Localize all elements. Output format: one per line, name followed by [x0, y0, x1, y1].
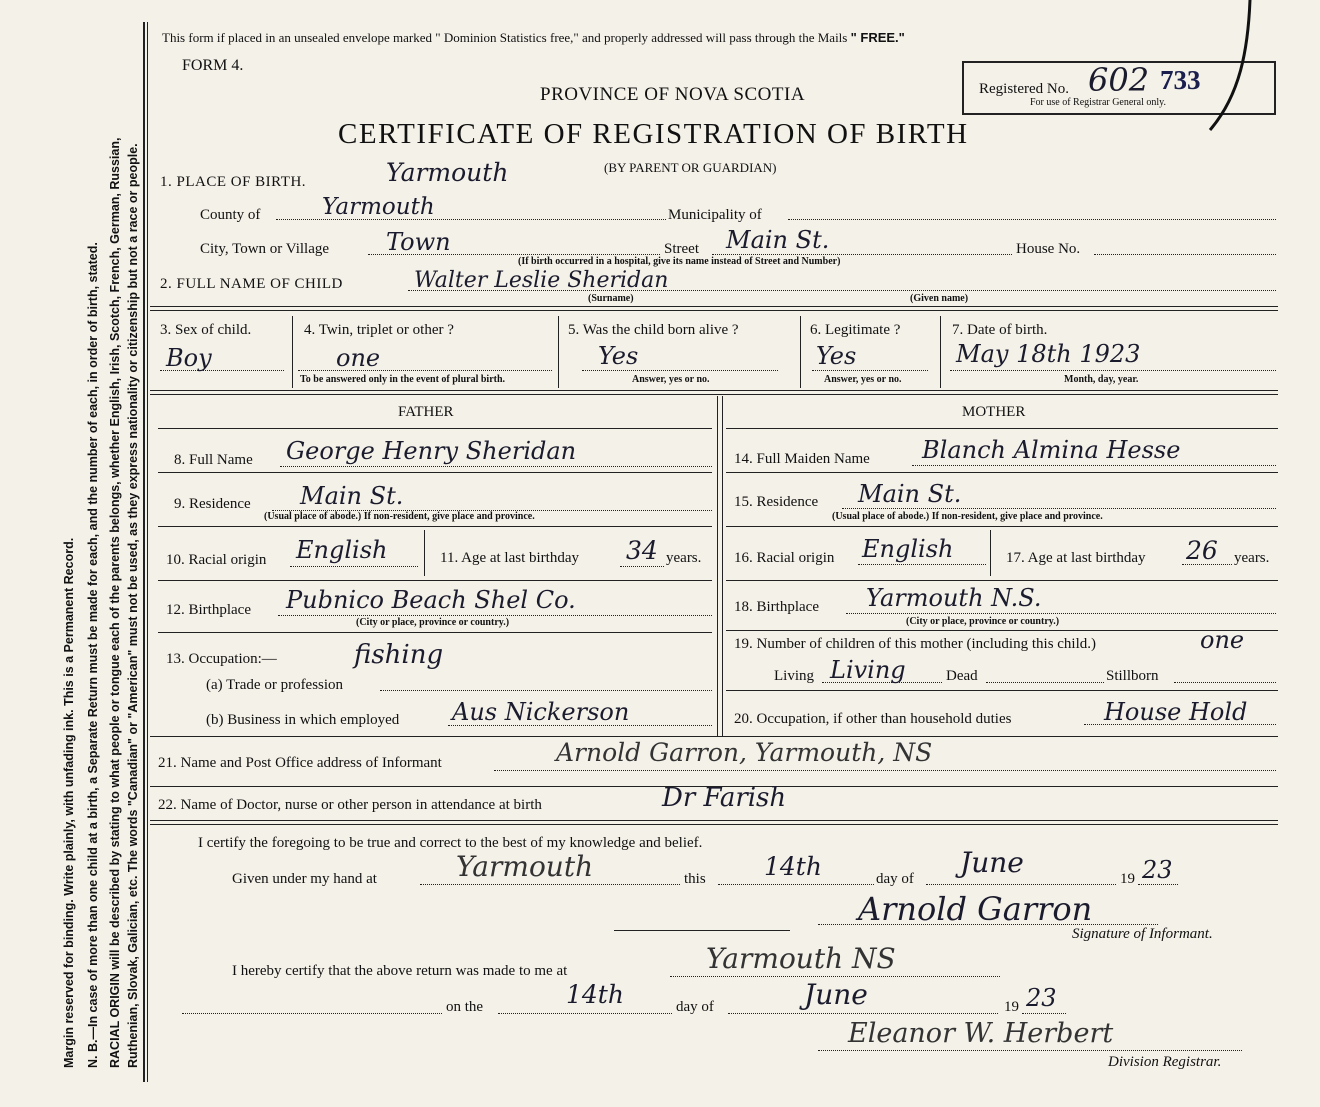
- father-trade-line: [380, 690, 712, 691]
- mother-occupation-value: House Hold: [1104, 698, 1248, 726]
- mother-age-years: years.: [1234, 550, 1270, 566]
- father-occupation-label: 13. Occupation:—: [166, 651, 277, 667]
- child-name-value: Walter Leslie Sheridan: [414, 268, 669, 293]
- certify-this-label: this: [684, 871, 706, 887]
- doctor-label: 22. Name of Doctor, nurse or other person in attendance at birth: [158, 797, 542, 813]
- dob-label: 7. Date of birth.: [952, 322, 1048, 338]
- mother-row-rule-4: [726, 630, 1278, 631]
- registrar-year-line: [1022, 1013, 1066, 1014]
- mother-race-div: [990, 530, 991, 576]
- mother-age-label: 17. Age at last birthday: [1006, 550, 1146, 566]
- margin-note-nationality: Ruthenian, Slovak, Galician, etc. The words "Canadian" or "American" must not be used, as they express nationality or citizenship but not a race or people.: [126, 143, 140, 1068]
- certify-month-value: June: [960, 846, 1024, 879]
- mother-race-value: English: [862, 535, 954, 563]
- mother-race-line: [858, 564, 986, 565]
- father-age-years: years.: [666, 550, 702, 566]
- mother-birthplace-value: Yarmouth N.S.: [866, 584, 1042, 612]
- born-alive-value: Yes: [598, 342, 639, 370]
- mother-row-rule-3: [726, 580, 1278, 581]
- hospital-note: (If birth occurred in a hospital, give its name instead of Street and Number): [518, 256, 841, 267]
- mother-residence-note: (Usual place of abode.) If non-resident, give place and province.: [832, 511, 1103, 522]
- father-row-rule-1: [158, 472, 712, 473]
- certify-given-label: Given under my hand at: [232, 871, 377, 887]
- margin-note-multiple-births: N. B.—In case of more than one child at a birth, a Separate Return must be made for each, and the number of each, in order of birth, stated.: [86, 242, 100, 1068]
- informant-line: [494, 770, 1276, 771]
- legitimate-value: Yes: [816, 342, 857, 370]
- registrar-on-line: [182, 1013, 442, 1014]
- mother-name-value: Blanch Almina Hesse: [922, 436, 1181, 464]
- father-heading: FATHER: [398, 404, 454, 420]
- dob-line: [950, 370, 1276, 371]
- legitimate-line: [812, 370, 928, 371]
- city-value: Town: [386, 228, 451, 256]
- divider-after-row3: [150, 390, 1278, 395]
- father-age-label: 11. Age at last birthday: [440, 550, 579, 566]
- dob-note: Month, day, year.: [1064, 374, 1139, 385]
- registrar-day-line: [498, 1013, 672, 1014]
- mother-dead-line: [986, 682, 1104, 683]
- registrar-signature: Eleanor W. Herbert: [848, 1018, 1114, 1049]
- informant-label: 21. Name and Post Office address of Informant: [158, 755, 442, 771]
- parents-divider-2: [722, 396, 723, 736]
- father-business-value: Aus Nickerson: [452, 698, 630, 726]
- row3-div-4: [940, 316, 941, 388]
- registrar-note: For use of Registrar General only.: [1030, 97, 1166, 108]
- mother-age-line: [1182, 564, 1232, 565]
- certify-day-value: 14th: [764, 852, 822, 881]
- city-label: City, Town or Village: [200, 241, 330, 257]
- mother-birthplace-line: [846, 613, 1276, 614]
- house-number-label: House No.: [1016, 241, 1081, 257]
- father-name-label: 8. Full Name: [174, 452, 253, 468]
- father-race-label: 10. Racial origin: [166, 552, 267, 568]
- father-business-label: (b) Business in which employed: [206, 712, 400, 728]
- father-birthplace-label: 12. Birthplace: [166, 602, 251, 618]
- certify-day-of-label: day of: [876, 871, 914, 887]
- mother-heading: MOTHER: [962, 404, 1026, 420]
- divider-after-parents: [150, 736, 1278, 737]
- county-label: County of: [200, 207, 261, 223]
- street-line: [712, 254, 1012, 255]
- dob-value: May 18th 1923: [956, 340, 1141, 368]
- child-name-label: 2. FULL NAME OF CHILD: [160, 276, 343, 292]
- born-alive-note: Answer, yes or no.: [632, 374, 710, 385]
- municipality-label: Municipality of: [668, 207, 762, 223]
- given-name-note: (Given name): [910, 293, 969, 304]
- twin-note: To be answered only in the event of plural birth.: [300, 374, 506, 385]
- registrar-on-the-label: on the: [446, 999, 484, 1015]
- signature-short-rule: [614, 930, 790, 931]
- page-subtitle: (BY PARENT OR GUARDIAN): [604, 160, 777, 175]
- registrar-place-line: [670, 976, 1000, 977]
- registered-label: Registered No.: [979, 81, 1069, 97]
- sex-value: Boy: [166, 344, 212, 372]
- registrar-month-line: [728, 1013, 998, 1014]
- registrar-day-of-label: day of: [676, 999, 714, 1015]
- father-birthplace-line: [278, 615, 712, 616]
- pen-stroke-mark: [1200, 0, 1260, 135]
- father-name-value: George Henry Sheridan: [286, 437, 577, 465]
- mother-age-value: 26: [1186, 536, 1218, 565]
- mother-residence-label: 15. Residence: [734, 494, 819, 510]
- mother-name-label: 14. Full Maiden Name: [734, 451, 870, 467]
- informant-signature: Arnold Garron: [858, 890, 1093, 928]
- form-left-border: [143, 22, 145, 1082]
- father-heading-rule: [158, 428, 712, 429]
- margin-note-binding: Margin reserved for binding. Write plainly, with unfading ink. This is a Permanent Record.: [62, 537, 76, 1068]
- father-residence-label: 9. Residence: [174, 496, 251, 512]
- registrar-year-value: 23: [1026, 984, 1057, 1012]
- mother-row-rule-1: [726, 472, 1278, 473]
- street-value: Main St.: [726, 226, 830, 254]
- father-row-rule-2: [158, 526, 712, 527]
- certify-year-line: [1138, 884, 1178, 885]
- mail-note: [162, 30, 905, 46]
- divider-after-name: [150, 306, 1278, 311]
- mother-stillborn-line: [1174, 682, 1276, 683]
- mother-birthplace-label: 18. Birthplace: [734, 599, 819, 615]
- registrar-place-value: Yarmouth NS: [706, 942, 896, 975]
- mother-stillborn-label: Stillborn: [1106, 668, 1159, 684]
- father-birthplace-value: Pubnico Beach Shel Co.: [286, 586, 576, 614]
- born-alive-label: 5. Was the child born alive ?: [568, 322, 739, 338]
- mail-note-free: " FREE.": [850, 30, 905, 45]
- registrar-signature-label: Division Registrar.: [1108, 1054, 1222, 1070]
- registrar-day-value: 14th: [566, 980, 624, 1009]
- informant-value: Arnold Garron, Yarmouth, NS: [556, 738, 933, 767]
- certify-year-prefix: 19: [1120, 871, 1135, 887]
- mother-children-value: one: [1200, 626, 1245, 654]
- place-of-birth-value: Yarmouth: [386, 158, 509, 187]
- municipality-line: [788, 219, 1276, 220]
- certify-statement: I certify the foregoing to be true and correct to the best of my knowledge and belief.: [198, 835, 703, 851]
- mail-note-text: This form if placed in an unsealed envelope marked " Dominion Statistics free," and properly addressed will pass through the Mails: [162, 30, 848, 45]
- registered-handwritten-number: 602: [1088, 61, 1150, 99]
- mother-heading-rule: [726, 428, 1278, 429]
- row3-div-2: [558, 316, 559, 388]
- mother-race-label: 16. Racial origin: [734, 550, 835, 566]
- registered-stamped-number: 733: [1160, 65, 1201, 95]
- form-left-border-inner: [147, 22, 148, 1082]
- mother-occupation-label: 20. Occupation, if other than household duties: [734, 711, 1012, 727]
- mother-residence-value: Main St.: [858, 480, 962, 508]
- father-birthplace-note: (City or place, province or country.): [356, 617, 510, 628]
- row3-div-1: [292, 316, 293, 388]
- doctor-value: Dr Farish: [662, 783, 787, 813]
- twin-value: one: [336, 344, 381, 372]
- county-value: Yarmouth: [322, 194, 435, 220]
- certify-month-line: [926, 884, 1116, 885]
- certify-year-value: 23: [1142, 856, 1173, 884]
- born-alive-line: [582, 370, 778, 371]
- twin-line: [298, 370, 552, 371]
- father-race-div: [424, 530, 425, 576]
- father-name-line: [280, 466, 712, 467]
- father-trade-label: (a) Trade or profession: [206, 677, 344, 693]
- mother-row-rule-2: [726, 526, 1278, 527]
- father-race-line: [290, 566, 418, 567]
- place-of-birth-label: 1. PLACE OF BIRTH.: [160, 174, 307, 190]
- legitimate-note: Answer, yes or no.: [824, 374, 902, 385]
- informant-signature-label: Signature of Informant.: [1072, 926, 1213, 942]
- twin-label: 4. Twin, triplet or other ?: [304, 322, 454, 338]
- form-number: FORM 4.: [182, 57, 244, 74]
- mother-name-line: [912, 465, 1276, 466]
- father-age-line: [620, 566, 664, 567]
- certify-place-value: Yarmouth: [456, 850, 594, 883]
- father-row-rule-3: [158, 580, 712, 581]
- mother-row-rule-5: [726, 690, 1278, 691]
- sex-line: [160, 370, 284, 371]
- father-race-value: English: [296, 536, 388, 564]
- divider-after-doctor: [150, 820, 1278, 825]
- father-occupation-value: fishing: [354, 640, 444, 670]
- parents-divider: [717, 396, 718, 736]
- registrar-signature-line: [818, 1050, 1242, 1051]
- page-title: CERTIFICATE OF REGISTRATION OF BIRTH: [338, 118, 969, 150]
- house-number-line: [1094, 254, 1276, 255]
- registrar-year-prefix: 19: [1004, 999, 1019, 1015]
- street-label: Street: [664, 241, 699, 257]
- father-age-value: 34: [626, 536, 658, 565]
- surname-note: (Surname): [588, 293, 634, 304]
- mother-residence-line: [842, 508, 1276, 509]
- mother-dead-label: Dead: [946, 668, 978, 684]
- certify-place-line: [420, 884, 680, 885]
- registrar-month-value: June: [804, 978, 868, 1011]
- father-row-rule-4: [158, 632, 712, 633]
- province-heading: PROVINCE OF NOVA SCOTIA: [540, 84, 806, 105]
- father-residence-value: Main St.: [300, 482, 404, 510]
- row3-div-3: [800, 316, 801, 388]
- mother-living-label: Living: [774, 668, 814, 684]
- father-residence-note: (Usual place of abode.) If non-resident, give place and province.: [264, 511, 535, 522]
- mother-children-label: 19. Number of children of this mother (including this child.): [734, 636, 1097, 652]
- mother-living-value: Living: [830, 656, 906, 684]
- sex-label: 3. Sex of child.: [160, 322, 252, 338]
- registrar-statement: I hereby certify that the above return was made to me at: [232, 963, 568, 979]
- mother-birthplace-note: (City or place, province or country.): [906, 616, 1060, 627]
- legitimate-label: 6. Legitimate ?: [810, 322, 901, 338]
- certify-day-line: [718, 884, 874, 885]
- margin-note-racial-origin: RACIAL ORIGIN will be described by stating to what people or tongue each of the parents belongs, whether English, Irish, Scotch, French, German, Russian,: [108, 137, 122, 1068]
